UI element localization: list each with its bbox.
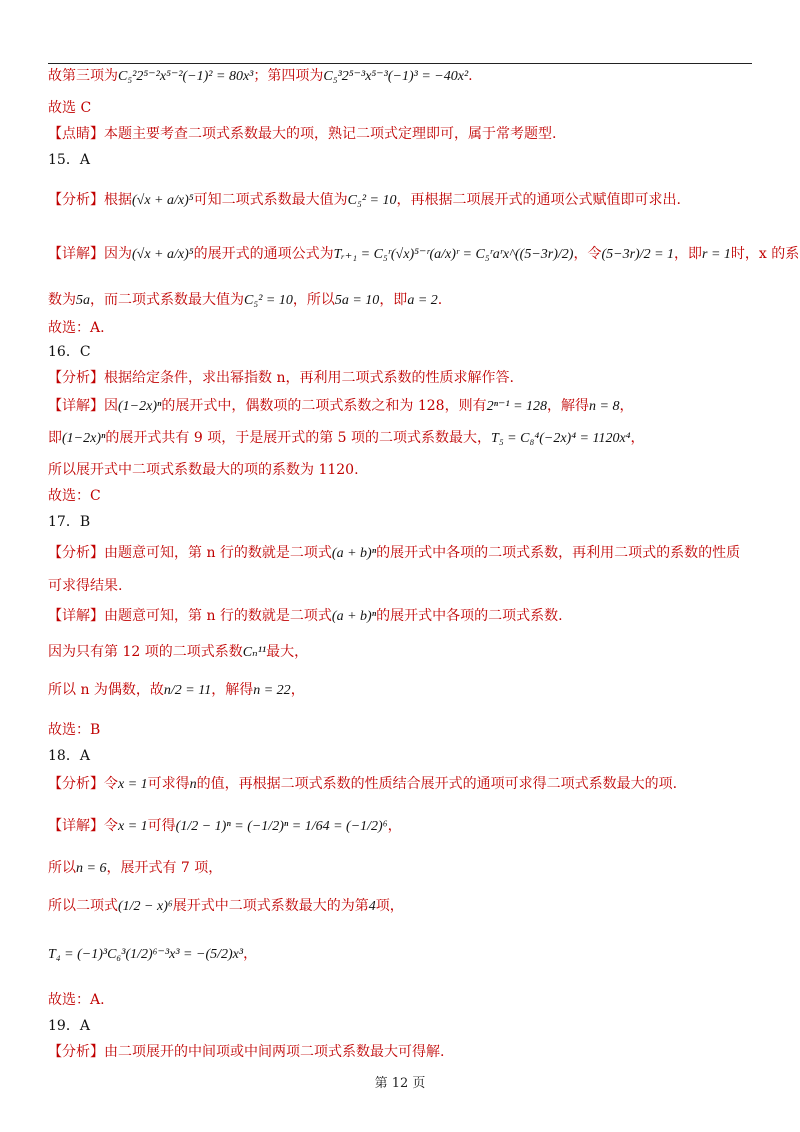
- header-rule: [48, 63, 752, 64]
- math-expression: T₅ = C₈⁴(−2x)⁴ = 1120x⁴: [491, 431, 631, 446]
- text-line-l23: [48, 774, 677, 795]
- text-line-l25: [48, 858, 222, 879]
- text-segment: 17．B: [48, 514, 91, 530]
- text-segment: .: [437, 292, 443, 308]
- text-line-l30: [48, 1042, 444, 1062]
- text-line-l01: [48, 66, 473, 87]
- text-line-l11: [48, 396, 633, 417]
- text-segment: ，: [290, 682, 305, 698]
- text-segment: 【详解】因: [48, 398, 118, 414]
- text-segment: ；第四项为: [253, 68, 324, 84]
- text-line-l26: [48, 896, 404, 917]
- text-line-l15: [48, 512, 90, 532]
- text-segment: 项，: [375, 898, 404, 914]
- text-line-l27: [48, 944, 257, 965]
- math-expression: (1−2x)ⁿ: [62, 431, 106, 446]
- text-segment: 【分析】令: [48, 776, 118, 792]
- text-segment: ，: [387, 818, 402, 834]
- text-segment: 18．A: [48, 748, 90, 764]
- text-line-l28: [48, 990, 105, 1010]
- text-line-l18: [48, 606, 563, 627]
- text-segment: 故选：A.: [48, 320, 105, 336]
- math-expression: (1/2 − x)⁶: [118, 899, 173, 914]
- text-segment: 可知二项式系数最大值为: [193, 192, 348, 208]
- text-line-l08: [48, 318, 105, 338]
- text-segment: 19．A: [48, 1018, 90, 1034]
- text-segment: ，解得: [547, 398, 590, 414]
- text-segment: ，再根据二项展开式的通项公式赋值即可求出.: [396, 192, 681, 208]
- text-line-l12: [48, 428, 645, 449]
- text-segment: .: [468, 68, 473, 84]
- text-segment: 因为只有第 12 项的二项式系数: [48, 644, 243, 660]
- math-expression: C₅²2⁵⁻²x⁵⁻²(−1)² = 80x³: [118, 69, 254, 84]
- text-segment: 即: [48, 430, 62, 446]
- math-expression: C₅² = 10: [347, 193, 397, 208]
- text-segment: 故第三项为: [48, 68, 118, 84]
- math-expression: 5a: [76, 293, 90, 308]
- text-line-l07: [48, 290, 442, 311]
- text-line-l29: [48, 1016, 90, 1036]
- math-expression: 2ⁿ⁻¹ = 128: [486, 399, 548, 414]
- math-expression: n/2 = 11: [163, 683, 212, 698]
- text-segment: ，所以: [292, 292, 335, 308]
- text-segment: 所以二项式: [48, 898, 118, 914]
- math-expression: 5a = 10: [334, 293, 380, 308]
- text-segment: 所以 n 为偶数，故: [48, 682, 164, 698]
- text-segment: 故选：B: [48, 722, 101, 738]
- math-expression: n = 6: [76, 861, 107, 876]
- math-expression: (a + b)ⁿ: [331, 546, 377, 561]
- math-expression: n = 22: [253, 683, 291, 698]
- text-segment: ，解得: [211, 682, 254, 698]
- math-expression: Tᵣ₊₁ = C₅ʳ(√x)⁵⁻ʳ(a/x)ʳ = C₅ʳaʳx^((5−3r)/2): [333, 247, 574, 262]
- text-segment: ，令: [573, 246, 602, 262]
- text-segment: 故选：C: [48, 488, 101, 504]
- text-line-l03: [48, 124, 556, 144]
- text-line-l19: [48, 642, 308, 663]
- math-expression: x = 1: [118, 777, 148, 792]
- math-expression: x = 1: [118, 819, 148, 834]
- text-line-l13: [48, 460, 359, 480]
- text-segment: ，即: [674, 246, 703, 262]
- math-expression: C₅³2⁵⁻³x⁵⁻³(−1)³ = −40x²: [323, 69, 469, 84]
- text-segment: 【点睛】本题主要考查二项式系数最大的项，熟记二项式定理即可，属于常考题型.: [48, 126, 557, 142]
- text-segment: 所以: [48, 860, 76, 876]
- text-segment: ，: [630, 430, 645, 446]
- math-expression: Cₙ¹¹: [242, 645, 267, 660]
- text-segment: 【详解】由题意可知，第 n 行的数就是二项式: [48, 608, 332, 624]
- text-segment: 所以展开式中二项式系数最大的项的系数为 1120.: [48, 462, 359, 478]
- text-line-l09: [48, 342, 91, 362]
- text-segment: 数为: [48, 292, 76, 308]
- text-segment: 故选：A.: [48, 992, 105, 1008]
- text-line-l05: [48, 190, 681, 211]
- math-expression: 4: [368, 899, 376, 914]
- text-line-l06: [48, 244, 799, 265]
- text-segment: 故选 C: [48, 100, 92, 116]
- math-expression: n: [189, 777, 197, 792]
- text-line-l24: [48, 816, 402, 837]
- text-segment: 【分析】由题意可知，第 n 行的数就是二项式: [48, 545, 332, 561]
- text-segment: 的展开式中各项的二项式系数，再利用二项式的系数的性质: [376, 545, 741, 561]
- text-segment: 【详解】因为: [48, 246, 132, 262]
- math-expression: (1−2x)ⁿ: [118, 399, 162, 414]
- math-expression: r = 1: [702, 247, 731, 262]
- text-segment: 最大，: [266, 644, 309, 660]
- text-segment: ，: [619, 398, 634, 414]
- math-expression: C₅² = 10: [244, 293, 293, 308]
- text-line-l20: [48, 680, 305, 701]
- text-segment: 【分析】根据给定条件，求出幂指数 n，再利用二项式系数的性质求解作答.: [48, 370, 514, 386]
- text-segment: 的值，再根据二项式系数的性质结合展开式的通项可求得二项式系数最大的项.: [196, 776, 678, 792]
- text-segment: 可求得结果.: [48, 578, 123, 594]
- text-segment: 15．A: [48, 152, 90, 168]
- text-segment: 的展开式中各项的二项式系数.: [376, 608, 563, 624]
- text-segment: 可得: [147, 818, 176, 834]
- text-segment: 【详解】令: [48, 818, 118, 834]
- text-line-l22: [48, 746, 90, 766]
- text-segment: 【分析】根据: [48, 192, 132, 208]
- math-expression: n = 8: [589, 399, 620, 414]
- text-segment: 的展开式中，偶数项的二项式系数之和为 128，则有: [161, 398, 487, 414]
- page-number: 第 12 页: [374, 1076, 426, 1091]
- math-expression: a = 2: [407, 293, 438, 308]
- math-expression: T₄ = (−1)³C₆³(1/2)⁶⁻³x³ = −(5/2)x³: [48, 947, 244, 962]
- text-segment: ，展开式有 7 项，: [106, 860, 223, 876]
- text-segment: 的展开式共有 9 项，于是展开式的第 5 项的二项式系数最大，: [105, 430, 492, 446]
- text-line-l10: [48, 368, 514, 388]
- text-segment: 【分析】由二项展开的中间项或中间两项二项式系数最大可得解.: [48, 1044, 445, 1060]
- math-expression: (5−3r)/2 = 1: [601, 247, 675, 262]
- text-segment: ，而二项式系数最大值为: [90, 292, 244, 308]
- text-line-l16: [48, 543, 740, 564]
- text-segment: ，即: [379, 292, 408, 308]
- text-segment: 时，x 的系: [730, 246, 800, 262]
- text-segment: 的展开式的通项公式为: [193, 246, 334, 262]
- math-expression: (√x + a/x)⁵: [132, 193, 194, 208]
- text-segment: 展开式中二项式系数最大的为第: [172, 898, 369, 914]
- text-line-l14: [48, 486, 101, 506]
- text-segment: 可求得: [147, 776, 190, 792]
- math-expression: (√x + a/x)⁵: [132, 247, 194, 262]
- text-line-l04: [48, 150, 90, 170]
- math-expression: (a + b)ⁿ: [331, 609, 377, 624]
- text-segment: 16．C: [48, 344, 91, 360]
- text-segment: ，: [243, 946, 258, 962]
- text-line-l21: [48, 720, 100, 740]
- text-line-l02: [48, 98, 91, 118]
- math-expression: (1/2 − 1)ⁿ = (−1/2)ⁿ = 1/64 = (−1/2)⁶: [175, 819, 388, 834]
- text-line-l17: [48, 576, 122, 596]
